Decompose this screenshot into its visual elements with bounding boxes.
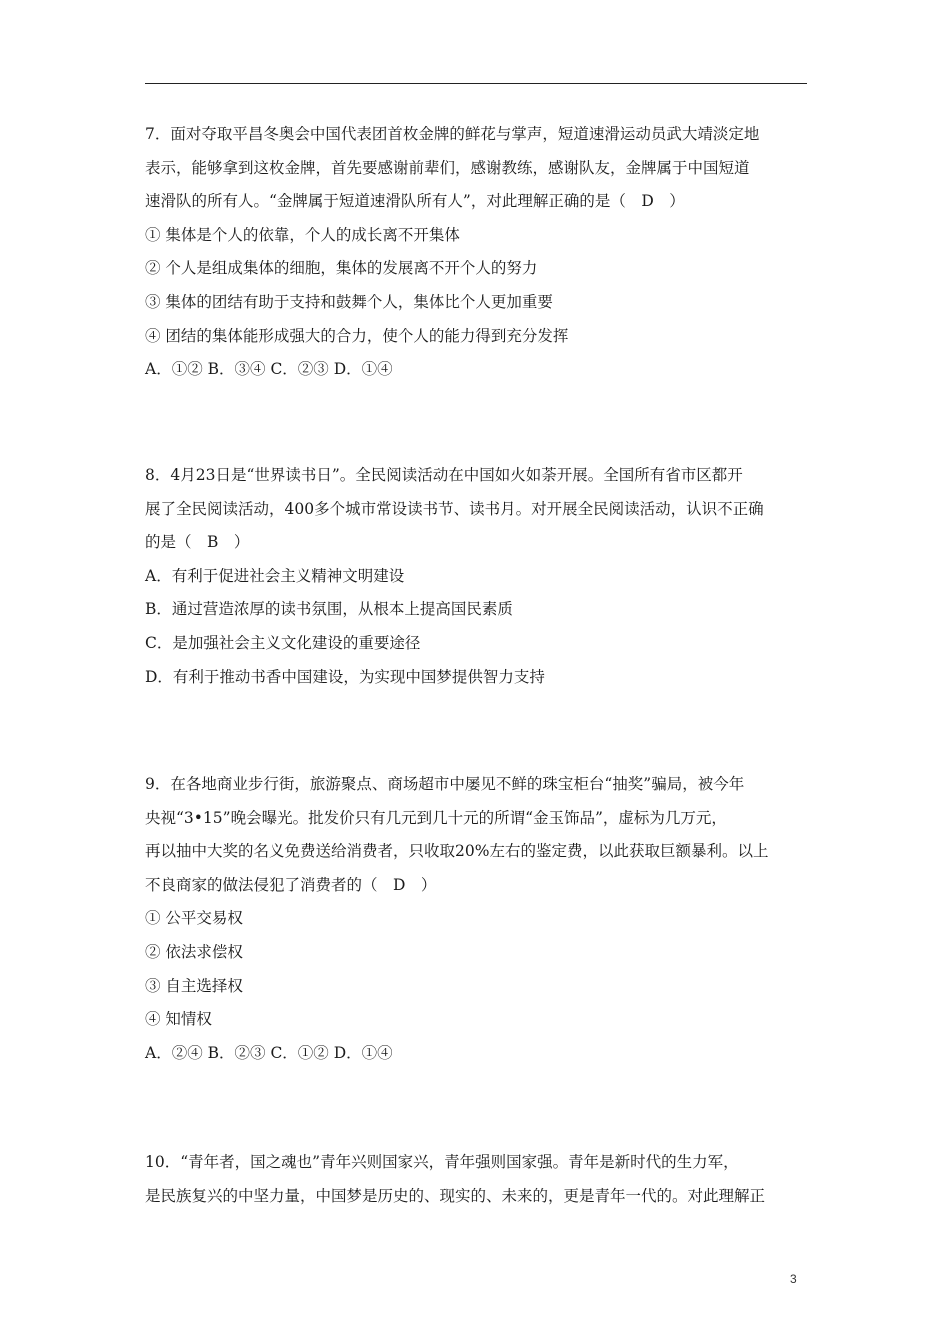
question-stem-line: 10．“青年者，国之魂也”青年兴则国家兴，青年强则国家强。青年是新时代的生力军， xyxy=(145,1153,739,1171)
option-line: ④ 知情权 xyxy=(145,1010,212,1029)
option-line: D．有利于推动书香中国建设，为实现中国梦提供智力支持 xyxy=(145,667,545,686)
question-stem-line: 央视“3•15”晚会曝光。批发价只有几元到几十元的所谓“金玉饰品”，虚标为几万元， xyxy=(145,808,727,827)
answer-choices: A．①② B．③④ C．②③ D．①④ xyxy=(145,360,393,379)
option-line: B．通过营造浓厚的读书氛围，从根本上提高国民素质 xyxy=(145,600,513,619)
question-stem-line: 表示，能够拿到这枚金牌，首先要感谢前辈们，感谢教练，感谢队友，金牌属于中国短道 xyxy=(145,158,750,177)
answer-choices: A．②④ B．②③ C．①② D．①④ xyxy=(145,1043,393,1062)
option-line: A．有利于促进社会主义精神文明建设 xyxy=(145,566,405,585)
question-stem-line: 9．在各地商业步行街，旅游聚点、商场超市中屡见不鲜的珠宝柜台“抽奖”骗局，被今年 xyxy=(145,775,745,793)
question-stem-line: 是民族复兴的中坚力量，中国梦是历史的、现实的、未来的，更是青年一代的。对此理解正 xyxy=(145,1186,766,1205)
option-line: C．是加强社会主义文化建设的重要途径 xyxy=(145,633,421,652)
question-stem-line: 7．面对夺取平昌冬奥会中国代表团首枚金牌的鲜花与掌声，短道速滑运动员武大靖淡定地 xyxy=(145,125,760,143)
question-8 xyxy=(145,459,807,694)
question-stem-line: 展了全民阅读活动，400多个城市常设读书节、读书月。对开展全民阅读活动，认识不正确 xyxy=(145,499,764,518)
question-10 xyxy=(145,1146,807,1213)
option-line: ④ 团结的集体能形成强大的合力，使个人的能力得到充分发挥 xyxy=(145,326,569,345)
question-stem-line: 8．4月23日是“世界读书日”。全民阅读活动在中国如火如荼开展。全国所有省市区都开 xyxy=(145,466,743,484)
question-stem-line: 再以抽中大奖的名义免费送给消费者，只收取20%左右的鉴定费，以此获取巨额暴利。以上 xyxy=(145,842,769,861)
question-7 xyxy=(145,118,807,387)
option-line: ① 集体是个人的依靠，个人的成长离不开集体 xyxy=(145,225,460,244)
page-number: 3 xyxy=(790,1272,797,1286)
question-stem-line: 的是（ B ） xyxy=(145,533,250,552)
question-stem-line: 不良商家的做法侵犯了消费者的（ D ） xyxy=(145,875,437,894)
option-line: ② 个人是组成集体的细胞，集体的发展离不开个人的努力 xyxy=(145,259,538,278)
option-line: ③ 集体的团结有助于支持和鼓舞个人，集体比个人更加重要 xyxy=(145,292,553,311)
option-line: ① 公平交易权 xyxy=(145,909,243,928)
question-stem-line: 速滑队的所有人。“金牌属于短道速滑队所有人”，对此理解正确的是（ D ） xyxy=(145,192,685,211)
header-rule xyxy=(145,83,807,84)
question-9 xyxy=(145,768,807,1070)
option-line: ② 依法求偿权 xyxy=(145,942,243,961)
option-line: ③ 自主选择权 xyxy=(145,976,243,995)
